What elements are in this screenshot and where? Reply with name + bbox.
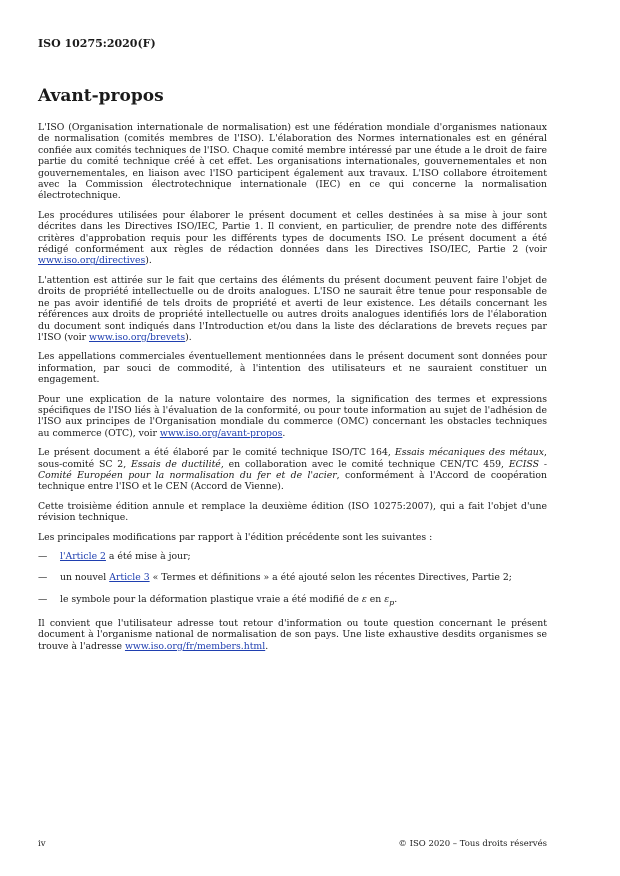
paragraph-changes-intro: Les principales modifications par rapport à l'édition précédente sont les suivantes : bbox=[38, 531, 433, 543]
dash-marker: — bbox=[38, 572, 48, 584]
paragraph-iso-intro: L'ISO (Organisation internationale de normalisation) est une fédération mondiale d'organismes nationaux de normalisation (comités membres de l'ISO). L'élaboration des Normes internationales est en général confiée aux comités techniques de l'ISO. Chaque comité membre intéressé par une étude a le droit de faire partie du comité technique créé à cet effet. Les organisations internationales, gouvernementales et non gouvernementales, en liaison avec l'ISO participent également aux travaux. L'ISO collabore étroitement avec la Commission électrotechnique internationale (IEC) en ce qui concerne la normalisation électrotechnique. bbox=[38, 122, 547, 202]
link-article-3[interactable]: Article 3 bbox=[109, 572, 150, 584]
paragraph-patents: L'attention est attirée sur le fait que certains des éléments du présent document peuvent faire l'objet de droits de propriété intellectuelle ou de droits analogues. L'ISO ne saurait être tenue pour responsable de ne pas avoir identifié de tels droits de propriété et averti de leur existence. Les détails concernant les références aux droits de propriété intellectuelle ou autres droits analogues identifiés lors de l'élaboration du document sont indiqués dans l'Introduction et/ou dans la liste des déclarations de brevets reçues par l'ISO (voir www.iso.org/brevets). bbox=[38, 274, 547, 343]
dash-marker: — bbox=[38, 593, 48, 605]
paragraph-edition: Cette troisième édition annule et remplace la deuxième édition (ISO 10275:2007), qui a fait l'objet d'une révision technique. bbox=[38, 500, 547, 524]
copyright-notice: © ISO 2020 – Tous droits réservés bbox=[398, 839, 547, 849]
link-brevets[interactable]: www.iso.org/brevets bbox=[89, 331, 186, 343]
paragraph-feedback: Il convient que l'utilisateur adresse tout retour d'information ou toute question concernant le présent document à l'organisme national de normalisation de son pays. Une liste exhaustive desdits organismes se trouve à l'adresse www.iso.org/fr/members.html. bbox=[38, 618, 547, 652]
paragraph-trade-names: Les appellations commerciales éventuellement mentionnées dans le présent document sont données pour information, par souci de commodité, à l'intention des utilisateurs et ne sauraient constituer un engagement. bbox=[38, 351, 547, 386]
page-title: Avant-propos bbox=[38, 86, 164, 106]
symbol-epsilon: ε bbox=[361, 593, 367, 605]
paragraph-committee: Le présent document a été élaboré par le comité technique ISO/TC 164, Essais mécaniques des métaux, sous-comité SC 2, Essais de ductilité, en collaboration avec le comité technique CEN/TC 459, ECISS - Comité Européen pour la normalisation du fer et de l'acier, conformément à l'Accord de coopération technique entre l'ISO et le CEN (Accord de Vienne). bbox=[38, 447, 547, 493]
list-item-change-2: — un nouvel Article 3 « Termes et définitions » a été ajouté selon les récentes Directives, Partie 2; bbox=[38, 572, 512, 584]
document-id: ISO 10275:2020(F) bbox=[38, 37, 156, 50]
link-avant-propos[interactable]: www.iso.org/avant-propos bbox=[159, 427, 283, 439]
symbol-epsilon-p: ε bbox=[384, 593, 390, 605]
paragraph-procedures: Les procédures utilisées pour élaborer le présent document et celles destinées à sa mise à jour sont décrites dans les Directives ISO/IEC, Partie 1. Il convient, en particulier, de prendre note des différents critères d'approbation requis pour les différents types de documents ISO. Le présent document a été rédigé conformément aux règles de rédaction données dans les Directives ISO/IEC, Partie 2 (voir www.iso.org/directives). bbox=[38, 209, 547, 267]
link-members[interactable]: www.iso.org/fr/members.html bbox=[124, 640, 266, 652]
paragraph-voluntary-nature: Pour une explication de la nature volontaire des normes, la signification des termes et expressions spécifiques de l'ISO liés à l'évaluation de la conformité, ou pour toute information au sujet de l'adhésion de l'ISO aux principes de l'Organisation mondiale du commerce (OMC) concernant les obstacles techniques au commerce (OTC), voir www.iso.org/avant-propos. bbox=[38, 393, 547, 439]
foreword-body bbox=[38, 122, 547, 660]
dash-marker: — bbox=[38, 551, 48, 562]
page-number: iv bbox=[38, 839, 46, 849]
link-directives[interactable]: www.iso.org/directives bbox=[38, 255, 146, 267]
list-item-change-3: — le symbole pour la déformation plastique vraie a été modifié de ε en $\varepsilon_p$. bbox=[38, 593, 398, 607]
link-article-2[interactable]: l'Article 2 bbox=[60, 551, 106, 562]
list-item-change-1: — l'Article 2 a été mise à jour; bbox=[38, 551, 191, 562]
